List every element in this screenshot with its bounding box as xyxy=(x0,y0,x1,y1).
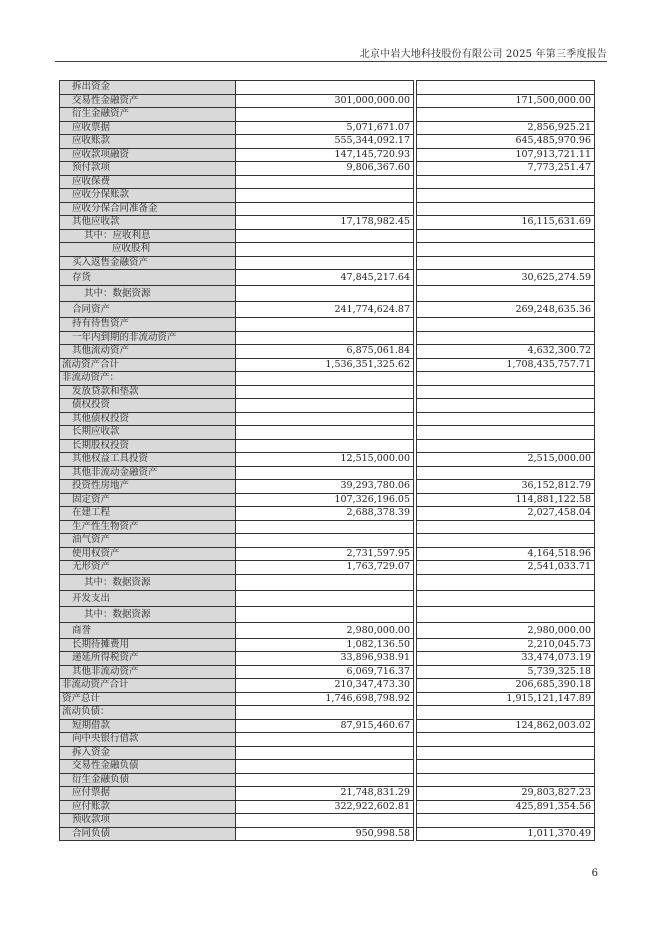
current-period-value xyxy=(236,606,414,622)
current-period-value xyxy=(236,318,414,332)
table-row xyxy=(60,270,595,286)
row-label: 应收股利 xyxy=(60,243,236,257)
table-row xyxy=(60,534,595,548)
current-period-value xyxy=(236,426,414,440)
row-label: 应收分保账款 xyxy=(60,189,236,203)
row-label: 合同资产 xyxy=(60,302,236,318)
current-period-value xyxy=(236,746,414,760)
row-label: 其他应收款 xyxy=(60,216,236,230)
table-row xyxy=(60,606,595,622)
prior-period-value xyxy=(417,733,595,747)
row-label: 预付款项 xyxy=(60,162,236,176)
prior-period-value: 1,011,370.49 xyxy=(417,827,595,841)
prior-period-value xyxy=(417,331,595,345)
row-label: 其他非流动资产 xyxy=(60,665,236,679)
row-label: 短期借款 xyxy=(60,719,236,733)
prior-period-value: 269,248,635.36 xyxy=(417,302,595,318)
row-label: 应付账款 xyxy=(60,800,236,814)
prior-period-value: 124,862,003.02 xyxy=(417,719,595,733)
current-period-value: 950,998.58 xyxy=(236,827,414,841)
current-period-value xyxy=(236,590,414,606)
row-label: 固定资产 xyxy=(60,493,236,507)
prior-period-value: 16,115,631.69 xyxy=(417,216,595,230)
prior-period-value xyxy=(417,466,595,480)
prior-period-value xyxy=(417,534,595,548)
prior-period-value xyxy=(417,439,595,453)
row-label: 无形资产 xyxy=(60,561,236,575)
current-period-value xyxy=(236,773,414,787)
current-period-value xyxy=(236,412,414,426)
row-label: 流动负债： xyxy=(60,706,236,720)
prior-period-value: 36,152,812.79 xyxy=(417,480,595,494)
current-period-value xyxy=(236,81,414,95)
current-period-value: 555,344,092.17 xyxy=(236,135,414,149)
table-row xyxy=(60,480,595,494)
current-period-value: 5,071,671.07 xyxy=(236,121,414,135)
balance-sheet-table xyxy=(59,80,595,841)
prior-period-value: 29,803,827.23 xyxy=(417,787,595,801)
row-label: 衍生金融资产 xyxy=(60,108,236,122)
table-row xyxy=(60,135,595,149)
current-period-value xyxy=(236,202,414,216)
row-label: 交易性金融资产 xyxy=(60,94,236,108)
prior-period-value: 425,891,354.56 xyxy=(417,800,595,814)
prior-period-value xyxy=(417,574,595,590)
prior-period-value: 107,913,721.11 xyxy=(417,148,595,162)
table-row xyxy=(60,773,595,787)
table-row xyxy=(60,216,595,230)
table-row xyxy=(60,622,595,638)
current-period-value: 210,347,473.30 xyxy=(236,679,414,693)
current-period-value: 6,069,716.37 xyxy=(236,665,414,679)
row-label: 非流动资产合计 xyxy=(60,679,236,693)
table-row xyxy=(60,547,595,561)
row-label: 其中：数据资源 xyxy=(60,286,236,302)
row-label: 预收款项 xyxy=(60,814,236,828)
table-row xyxy=(60,665,595,679)
table-row xyxy=(60,243,595,257)
row-label: 应收款项融资 xyxy=(60,148,236,162)
current-period-value xyxy=(236,286,414,302)
prior-period-value xyxy=(417,81,595,95)
row-label: 长期待摊费用 xyxy=(60,638,236,652)
table-row xyxy=(60,81,595,95)
prior-period-value xyxy=(417,372,595,386)
prior-period-value xyxy=(417,746,595,760)
prior-period-value xyxy=(417,108,595,122)
current-period-value: 147,145,720.93 xyxy=(236,148,414,162)
current-period-value xyxy=(236,733,414,747)
table-row xyxy=(60,520,595,534)
table-row xyxy=(60,787,595,801)
prior-period-value: 4,164,518.96 xyxy=(417,547,595,561)
prior-period-value: 206,685,390.18 xyxy=(417,679,595,693)
table-row xyxy=(60,229,595,243)
row-label: 商誉 xyxy=(60,622,236,638)
current-period-value: 1,536,351,325.62 xyxy=(236,358,414,372)
table-row xyxy=(60,148,595,162)
current-period-value xyxy=(236,385,414,399)
prior-period-value xyxy=(417,606,595,622)
prior-period-value: 2,541,033.71 xyxy=(417,561,595,575)
table-row xyxy=(60,692,595,706)
row-label: 应收账款 xyxy=(60,135,236,149)
table-row xyxy=(60,318,595,332)
current-period-value: 33,896,938.91 xyxy=(236,652,414,666)
prior-period-value xyxy=(417,175,595,189)
row-label: 其他流动资产 xyxy=(60,345,236,359)
row-label: 非流动资产： xyxy=(60,372,236,386)
page-number: 6 xyxy=(591,868,598,879)
current-period-value: 2,731,597.95 xyxy=(236,547,414,561)
current-period-value xyxy=(236,520,414,534)
current-period-value: 2,980,000.00 xyxy=(236,622,414,638)
current-period-value xyxy=(236,331,414,345)
prior-period-value xyxy=(417,706,595,720)
table-row xyxy=(60,426,595,440)
current-period-value xyxy=(236,534,414,548)
table-row xyxy=(60,286,595,302)
table-row xyxy=(60,372,595,386)
table-row xyxy=(60,638,595,652)
table-row xyxy=(60,94,595,108)
prior-period-value xyxy=(417,399,595,413)
row-label: 使用权资产 xyxy=(60,547,236,561)
header-divider xyxy=(55,61,607,62)
current-period-value xyxy=(236,760,414,774)
row-label: 买入返售金融资产 xyxy=(60,256,236,270)
prior-period-value xyxy=(417,318,595,332)
prior-period-value xyxy=(417,229,595,243)
table-row xyxy=(60,162,595,176)
row-label: 债权投资 xyxy=(60,399,236,413)
prior-period-value xyxy=(417,520,595,534)
prior-period-value: 33,474,073.19 xyxy=(417,652,595,666)
row-label: 存货 xyxy=(60,270,236,286)
row-label: 开发支出 xyxy=(60,590,236,606)
table-row xyxy=(60,331,595,345)
table-row xyxy=(60,590,595,606)
prior-period-value xyxy=(417,189,595,203)
table-row xyxy=(60,175,595,189)
row-label: 油气资产 xyxy=(60,534,236,548)
table-row xyxy=(60,358,595,372)
current-period-value: 39,293,780.06 xyxy=(236,480,414,494)
table-row xyxy=(60,719,595,733)
prior-period-value xyxy=(417,760,595,774)
table-row xyxy=(60,256,595,270)
row-label: 拆出资金 xyxy=(60,81,236,95)
report-header-title: 北京中岩大地科技股份有限公司 2025 年第三季度报告 xyxy=(359,49,607,60)
row-label: 应收保费 xyxy=(60,175,236,189)
table-row xyxy=(60,412,595,426)
current-period-value xyxy=(236,466,414,480)
row-label: 一年内到期的非流动资产 xyxy=(60,331,236,345)
current-period-value: 1,763,729.07 xyxy=(236,561,414,575)
prior-period-value xyxy=(417,202,595,216)
row-label: 衍生金融负债 xyxy=(60,773,236,787)
table-row xyxy=(60,385,595,399)
prior-period-value: 171,500,000.00 xyxy=(417,94,595,108)
table-row xyxy=(60,439,595,453)
current-period-value: 21,748,831.29 xyxy=(236,787,414,801)
row-label: 在建工程 xyxy=(60,507,236,521)
row-label: 应收分保合同准备金 xyxy=(60,202,236,216)
current-period-value xyxy=(236,439,414,453)
prior-period-value xyxy=(417,814,595,828)
table-row xyxy=(60,507,595,521)
table-row xyxy=(60,493,595,507)
current-period-value: 6,875,061.84 xyxy=(236,345,414,359)
row-label: 向中央银行借款 xyxy=(60,733,236,747)
row-label: 拆入资金 xyxy=(60,746,236,760)
prior-period-value: 4,632,300.72 xyxy=(417,345,595,359)
table-row xyxy=(60,561,595,575)
current-period-value: 2,688,378.39 xyxy=(236,507,414,521)
row-label: 持有待售资产 xyxy=(60,318,236,332)
row-label: 投资性房地产 xyxy=(60,480,236,494)
table-row xyxy=(60,108,595,122)
table-row xyxy=(60,706,595,720)
prior-period-value: 5,739,325.18 xyxy=(417,665,595,679)
current-period-value: 87,915,460.67 xyxy=(236,719,414,733)
prior-period-value xyxy=(417,773,595,787)
current-period-value xyxy=(236,229,414,243)
prior-period-value: 1,915,121,147.89 xyxy=(417,692,595,706)
current-period-value xyxy=(236,256,414,270)
prior-period-value: 30,625,274.59 xyxy=(417,270,595,286)
row-label: 长期应收款 xyxy=(60,426,236,440)
current-period-value: 17,178,982.45 xyxy=(236,216,414,230)
current-period-value xyxy=(236,175,414,189)
row-label: 递延所得税资产 xyxy=(60,652,236,666)
row-label: 应付票据 xyxy=(60,787,236,801)
prior-period-value xyxy=(417,385,595,399)
row-label: 其他非流动金融资产 xyxy=(60,466,236,480)
prior-period-value: 2,210,045.73 xyxy=(417,638,595,652)
current-period-value: 47,845,217.64 xyxy=(236,270,414,286)
table-row xyxy=(60,827,595,841)
row-label: 资产总计 xyxy=(60,692,236,706)
prior-period-value xyxy=(417,286,595,302)
prior-period-value: 2,515,000.00 xyxy=(417,453,595,467)
prior-period-value xyxy=(417,256,595,270)
current-period-value xyxy=(236,243,414,257)
table-row xyxy=(60,302,595,318)
prior-period-value: 2,856,925.21 xyxy=(417,121,595,135)
balance-sheet-body xyxy=(60,81,595,841)
row-label: 长期股权投资 xyxy=(60,439,236,453)
current-period-value: 301,000,000.00 xyxy=(236,94,414,108)
table-row xyxy=(60,399,595,413)
table-row xyxy=(60,652,595,666)
table-row xyxy=(60,746,595,760)
table-row xyxy=(60,760,595,774)
table-row xyxy=(60,202,595,216)
row-label: 其他债权投资 xyxy=(60,412,236,426)
current-period-value: 12,515,000.00 xyxy=(236,453,414,467)
prior-period-value xyxy=(417,426,595,440)
row-label: 其中：应收利息 xyxy=(60,229,236,243)
current-period-value xyxy=(236,189,414,203)
row-label: 合同负债 xyxy=(60,827,236,841)
table-row xyxy=(60,679,595,693)
current-period-value: 107,326,196.05 xyxy=(236,493,414,507)
current-period-value: 9,806,367.60 xyxy=(236,162,414,176)
table-row xyxy=(60,345,595,359)
prior-period-value: 2,980,000.00 xyxy=(417,622,595,638)
prior-period-value: 645,485,970.96 xyxy=(417,135,595,149)
prior-period-value: 2,027,458.04 xyxy=(417,507,595,521)
row-label: 流动资产合计 xyxy=(60,358,236,372)
prior-period-value: 7,773,251.47 xyxy=(417,162,595,176)
table-row xyxy=(60,814,595,828)
row-label: 交易性金融负债 xyxy=(60,760,236,774)
current-period-value xyxy=(236,372,414,386)
table-row xyxy=(60,733,595,747)
prior-period-value xyxy=(417,243,595,257)
table-row xyxy=(60,574,595,590)
prior-period-value: 114,881,122.58 xyxy=(417,493,595,507)
row-label: 生产性生物资产 xyxy=(60,520,236,534)
current-period-value xyxy=(236,814,414,828)
table-row xyxy=(60,121,595,135)
current-period-value xyxy=(236,574,414,590)
row-label: 其他权益工具投资 xyxy=(60,453,236,467)
current-period-value xyxy=(236,706,414,720)
current-period-value: 322,922,602.81 xyxy=(236,800,414,814)
current-period-value xyxy=(236,108,414,122)
row-label: 应收票据 xyxy=(60,121,236,135)
table-row xyxy=(60,466,595,480)
prior-period-value xyxy=(417,412,595,426)
row-label: 其中：数据资源 xyxy=(60,574,236,590)
current-period-value: 241,774,624.87 xyxy=(236,302,414,318)
row-label: 发放贷款和垫款 xyxy=(60,385,236,399)
table-row xyxy=(60,453,595,467)
prior-period-value xyxy=(417,590,595,606)
table-row xyxy=(60,800,595,814)
row-label: 其中：数据资源 xyxy=(60,606,236,622)
prior-period-value: 1,708,435,757.71 xyxy=(417,358,595,372)
current-period-value: 1,746,698,798.92 xyxy=(236,692,414,706)
current-period-value: 1,082,136.50 xyxy=(236,638,414,652)
current-period-value xyxy=(236,399,414,413)
table-row xyxy=(60,189,595,203)
